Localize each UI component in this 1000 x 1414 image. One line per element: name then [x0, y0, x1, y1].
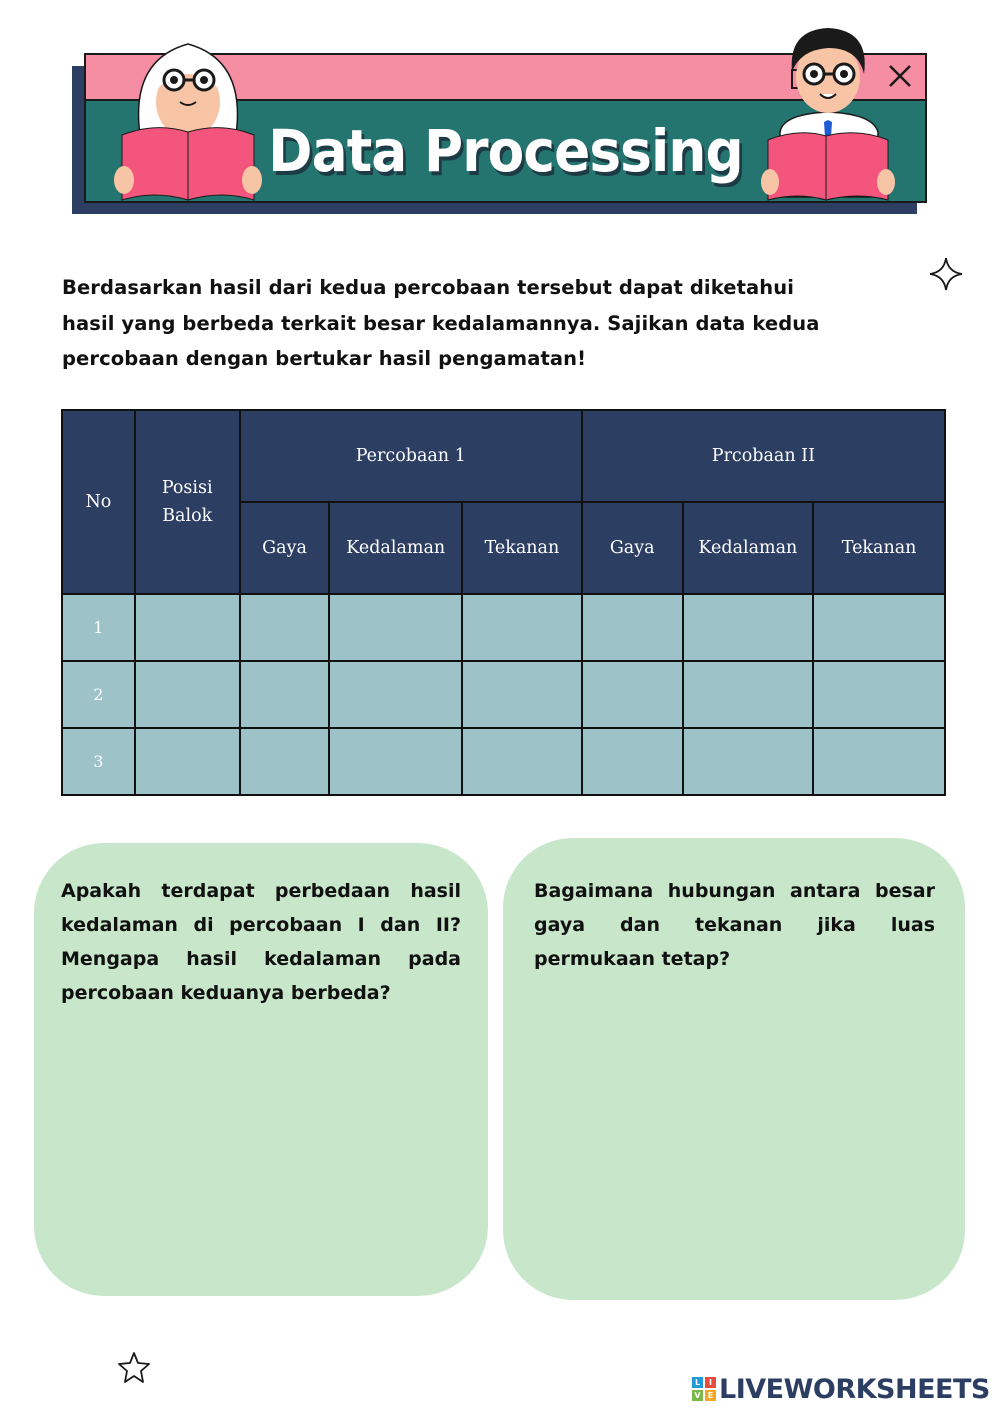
instruction-line: Berdasarkan hasil dari kedua percobaan tersebut dapat diketahui	[62, 276, 795, 299]
cell-tekanan-1-input[interactable]	[462, 728, 582, 795]
header-percobaan-1: Percobaan 1	[240, 410, 582, 502]
header-no: No	[62, 410, 135, 594]
header-posisi-balok: Posisi Balok	[135, 410, 240, 594]
header-kedalaman-2: Kedalaman	[683, 502, 814, 594]
cell-kedalaman-1-input[interactable]	[329, 661, 462, 728]
instruction-text	[62, 270, 862, 377]
cell-tekanan-2-input[interactable]	[813, 661, 945, 728]
cell-gaya-2-input[interactable]	[582, 728, 683, 795]
question-box-right[interactable]	[503, 838, 965, 1300]
header-percobaan-2: Prcobaan II	[582, 410, 945, 502]
question-box-left[interactable]	[34, 843, 488, 1296]
liveworksheets-logo-icon: L I V E	[692, 1377, 716, 1401]
cell-gaya-1-input[interactable]	[240, 728, 330, 795]
row-number: 1	[62, 594, 135, 661]
cell-kedalaman-2-input[interactable]	[683, 594, 814, 661]
cell-gaya-2-input[interactable]	[582, 661, 683, 728]
cell-tekanan-2-input[interactable]	[813, 594, 945, 661]
table-row	[62, 728, 945, 795]
cell-posisi-input[interactable]	[135, 594, 240, 661]
cell-tekanan-2-input[interactable]	[813, 728, 945, 795]
header-kedalaman-1: Kedalaman	[329, 502, 462, 594]
question-text-right: Bagaimana hubungan antara besar gaya dan tekanan jika luas permukaan tetap?	[534, 880, 935, 970]
cell-kedalaman-1-input[interactable]	[329, 594, 462, 661]
sparkle-icon	[928, 256, 964, 292]
cell-gaya-1-input[interactable]	[240, 594, 330, 661]
row-number: 2	[62, 661, 135, 728]
star-icon	[116, 1350, 152, 1386]
cell-posisi-input[interactable]	[135, 728, 240, 795]
cell-kedalaman-2-input[interactable]	[683, 661, 814, 728]
data-table	[61, 409, 946, 796]
liveworksheets-brand	[692, 1372, 990, 1406]
header-gaya-2: Gaya	[582, 502, 683, 594]
cell-kedalaman-1-input[interactable]	[329, 728, 462, 795]
cell-tekanan-1-input[interactable]	[462, 661, 582, 728]
cell-tekanan-1-input[interactable]	[462, 594, 582, 661]
boy-reading-illustration	[758, 22, 908, 202]
cell-kedalaman-2-input[interactable]	[683, 728, 814, 795]
instruction-line: hasil yang berbeda terkait besar kedalamannya. Sajikan data kedua	[62, 311, 820, 335]
header-tekanan-2: Tekanan	[813, 502, 945, 594]
question-text-left: Apakah terdapat perbedaan hasil kedalaman di percobaan I dan II? Mengapa hasil kedalaman pada percobaan keduanya berbeda?	[61, 880, 461, 1004]
instruction-line: percobaan dengan bertukar hasil pengamatan!	[62, 347, 587, 370]
header-gaya-1: Gaya	[240, 502, 330, 594]
row-number: 3	[62, 728, 135, 795]
cell-posisi-input[interactable]	[135, 661, 240, 728]
table-row	[62, 594, 945, 661]
header-tekanan-1: Tekanan	[462, 502, 582, 594]
brand-name: LIVEWORKSHEETS	[719, 1373, 990, 1405]
cell-gaya-2-input[interactable]	[582, 594, 683, 661]
table-row	[62, 661, 945, 728]
cell-gaya-1-input[interactable]	[240, 661, 330, 728]
girl-reading-illustration	[110, 40, 270, 202]
page-title: Data Processing	[268, 117, 743, 185]
